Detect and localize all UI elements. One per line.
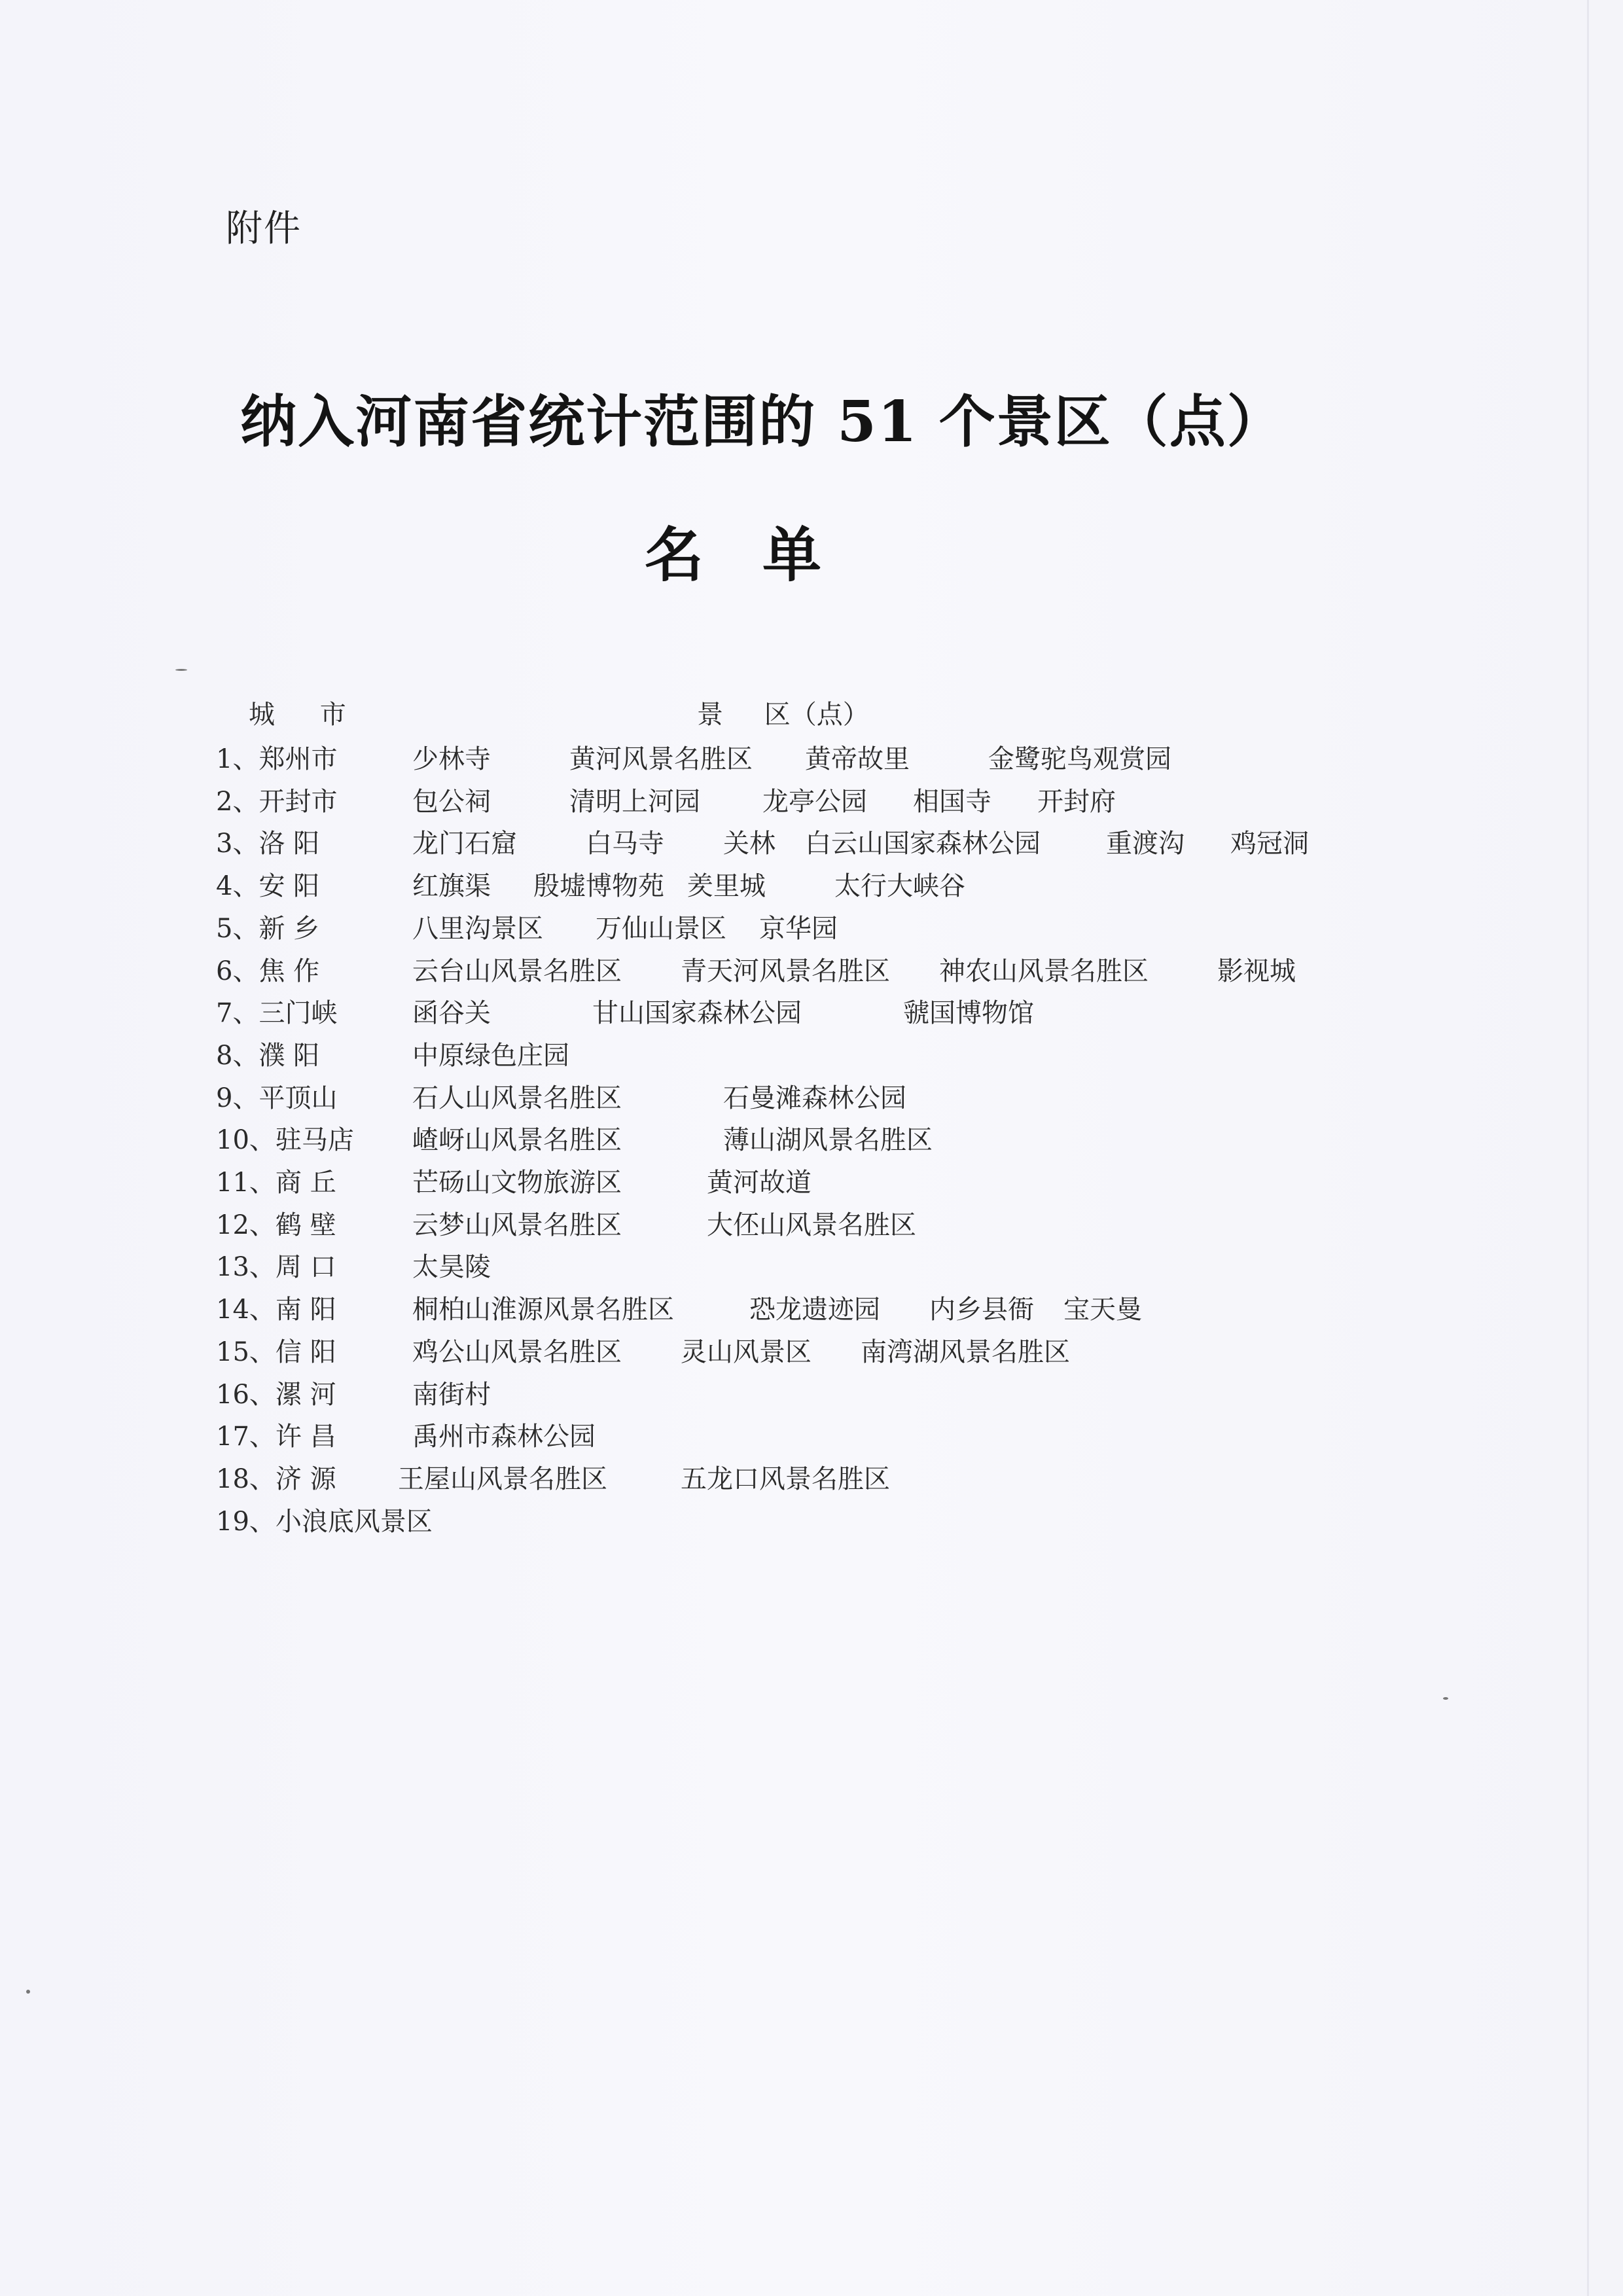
city-name: 13、周 口 <box>216 1252 336 1283</box>
city-name: 10、驻马店 <box>216 1125 354 1156</box>
scenic-spot-name: 八里沟景区 <box>412 913 543 944</box>
city-name: 1、郑州市 <box>216 744 338 774</box>
city-name: 18、济 源 <box>216 1463 336 1494</box>
city-name: 14、南 阳 <box>216 1295 336 1325</box>
city-name: 8、濮 阳 <box>216 1040 320 1071</box>
scenic-spot-name: 京华园 <box>759 913 838 944</box>
city-name: 5、新 乡 <box>216 913 320 944</box>
city-name: 11、商 丘 <box>216 1168 336 1198</box>
scenic-spot-name: 鸡公山风景名胜区 <box>412 1336 622 1367</box>
city-name: 2、开封市 <box>216 786 338 817</box>
city-name: 15、信 阳 <box>216 1336 336 1367</box>
scan-speck <box>26 1990 30 1994</box>
scenic-spot-name: 石人山风景名胜区 <box>412 1083 622 1113</box>
scenic-spot-name: 桐柏山淮源风景名胜区 <box>412 1295 674 1325</box>
scan-speck <box>175 669 187 671</box>
scan-speck <box>1443 1697 1448 1700</box>
scenic-spot-name: 开封府 <box>1037 786 1116 817</box>
scenic-spot-name: 甘山国家森林公园 <box>592 998 802 1029</box>
scenic-spot-name: 南街村 <box>412 1379 491 1410</box>
column-header-spots: 景 区（点） <box>697 700 869 730</box>
scenic-spot-name: 羑里城 <box>687 871 766 902</box>
scenic-spot-name: 黄河风景名胜区 <box>569 744 753 774</box>
city-name: 7、三门峡 <box>216 998 338 1029</box>
scenic-spot-name: 薄山湖风景名胜区 <box>723 1125 933 1156</box>
scenic-spot-name: 殷墟博物苑 <box>533 871 664 902</box>
city-name: 16、漯 河 <box>216 1379 336 1410</box>
scenic-spot-name: 虢国博物馆 <box>903 998 1034 1029</box>
scenic-spot-name: 嵖岈山风景名胜区 <box>412 1125 622 1156</box>
scenic-spot-name: 云台山风景名胜区 <box>412 956 622 986</box>
scenic-spot-name: 金鹭驼鸟观赏园 <box>988 744 1171 774</box>
city-name: 12、鹤 壁 <box>216 1210 336 1240</box>
scenic-spot-name: 宝天曼 <box>1063 1295 1142 1325</box>
scenic-spot-name: 南湾湖风景名胜区 <box>861 1336 1070 1367</box>
city-name: 17、许 昌 <box>216 1422 336 1452</box>
scenic-spot-name: 中原绿色庄园 <box>412 1040 569 1071</box>
scenic-spot-name: 少林寺 <box>412 744 491 774</box>
scenic-spot-name: 云梦山风景名胜区 <box>412 1210 622 1240</box>
scenic-spot-name: 龙门石窟 <box>412 829 517 859</box>
city-name: 9、平顶山 <box>216 1083 338 1113</box>
attachment-label: 附件 <box>226 207 302 250</box>
scenic-spot-name: 恐龙遗迹园 <box>749 1295 880 1325</box>
page-edge-shadow <box>1587 0 1589 2296</box>
scenic-spot-name: 青天河风景名胜区 <box>681 956 890 986</box>
scenic-spot-name: 大伾山风景名胜区 <box>707 1210 916 1240</box>
scenic-spot-name: 禹州市森林公园 <box>412 1422 596 1452</box>
scenic-spot-name: 相国寺 <box>913 786 991 817</box>
scenic-spot-name: 太行大峡谷 <box>834 871 965 902</box>
scenic-spot-name: 石曼滩森林公园 <box>723 1083 906 1113</box>
scenic-spot-name: 黄河故道 <box>707 1168 812 1198</box>
scenic-spot-name: 太昊陵 <box>412 1252 491 1283</box>
scenic-spot-name: 鸡冠洞 <box>1230 829 1309 859</box>
city-name: 19、小浪底风景区 <box>216 1506 433 1537</box>
scenic-spot-name: 函谷关 <box>412 998 491 1029</box>
scenic-spot-name: 白云山国家森林公园 <box>805 829 1041 859</box>
scenic-spot-name: 芒砀山文物旅游区 <box>412 1168 622 1198</box>
scenic-spot-name: 红旗渠 <box>412 871 491 902</box>
scenic-spot-name: 黄帝故里 <box>805 744 910 774</box>
scenic-spot-name: 内乡县衙 <box>929 1295 1034 1325</box>
scenic-spot-name: 龙亭公园 <box>762 786 867 817</box>
city-name: 4、安 阳 <box>216 871 320 902</box>
scenic-spot-name: 五龙口风景名胜区 <box>681 1463 890 1494</box>
scenic-spot-name: 包公祠 <box>412 786 491 817</box>
document-title: 纳入河南省统计范围的 51 个景区（点） <box>240 389 1285 455</box>
scenic-spot-name: 重渡沟 <box>1106 829 1185 859</box>
document-subtitle: 名单 <box>645 520 880 590</box>
column-header-city: 城 市 <box>249 700 365 730</box>
scenic-spot-name: 神农山风景名胜区 <box>939 956 1149 986</box>
scenic-spot-name: 白马寺 <box>586 829 664 859</box>
scenic-spot-name: 关林 <box>723 829 776 859</box>
scenic-spot-name: 王屋山风景名胜区 <box>398 1463 607 1494</box>
city-name: 3、洛 阳 <box>216 829 320 859</box>
scenic-spot-name: 万仙山景区 <box>596 913 726 944</box>
scenic-spot-name: 清明上河园 <box>569 786 700 817</box>
city-name: 6、焦 作 <box>216 956 320 986</box>
scenic-spot-name: 灵山风景区 <box>681 1336 812 1367</box>
scenic-spot-name: 影视城 <box>1217 956 1296 986</box>
